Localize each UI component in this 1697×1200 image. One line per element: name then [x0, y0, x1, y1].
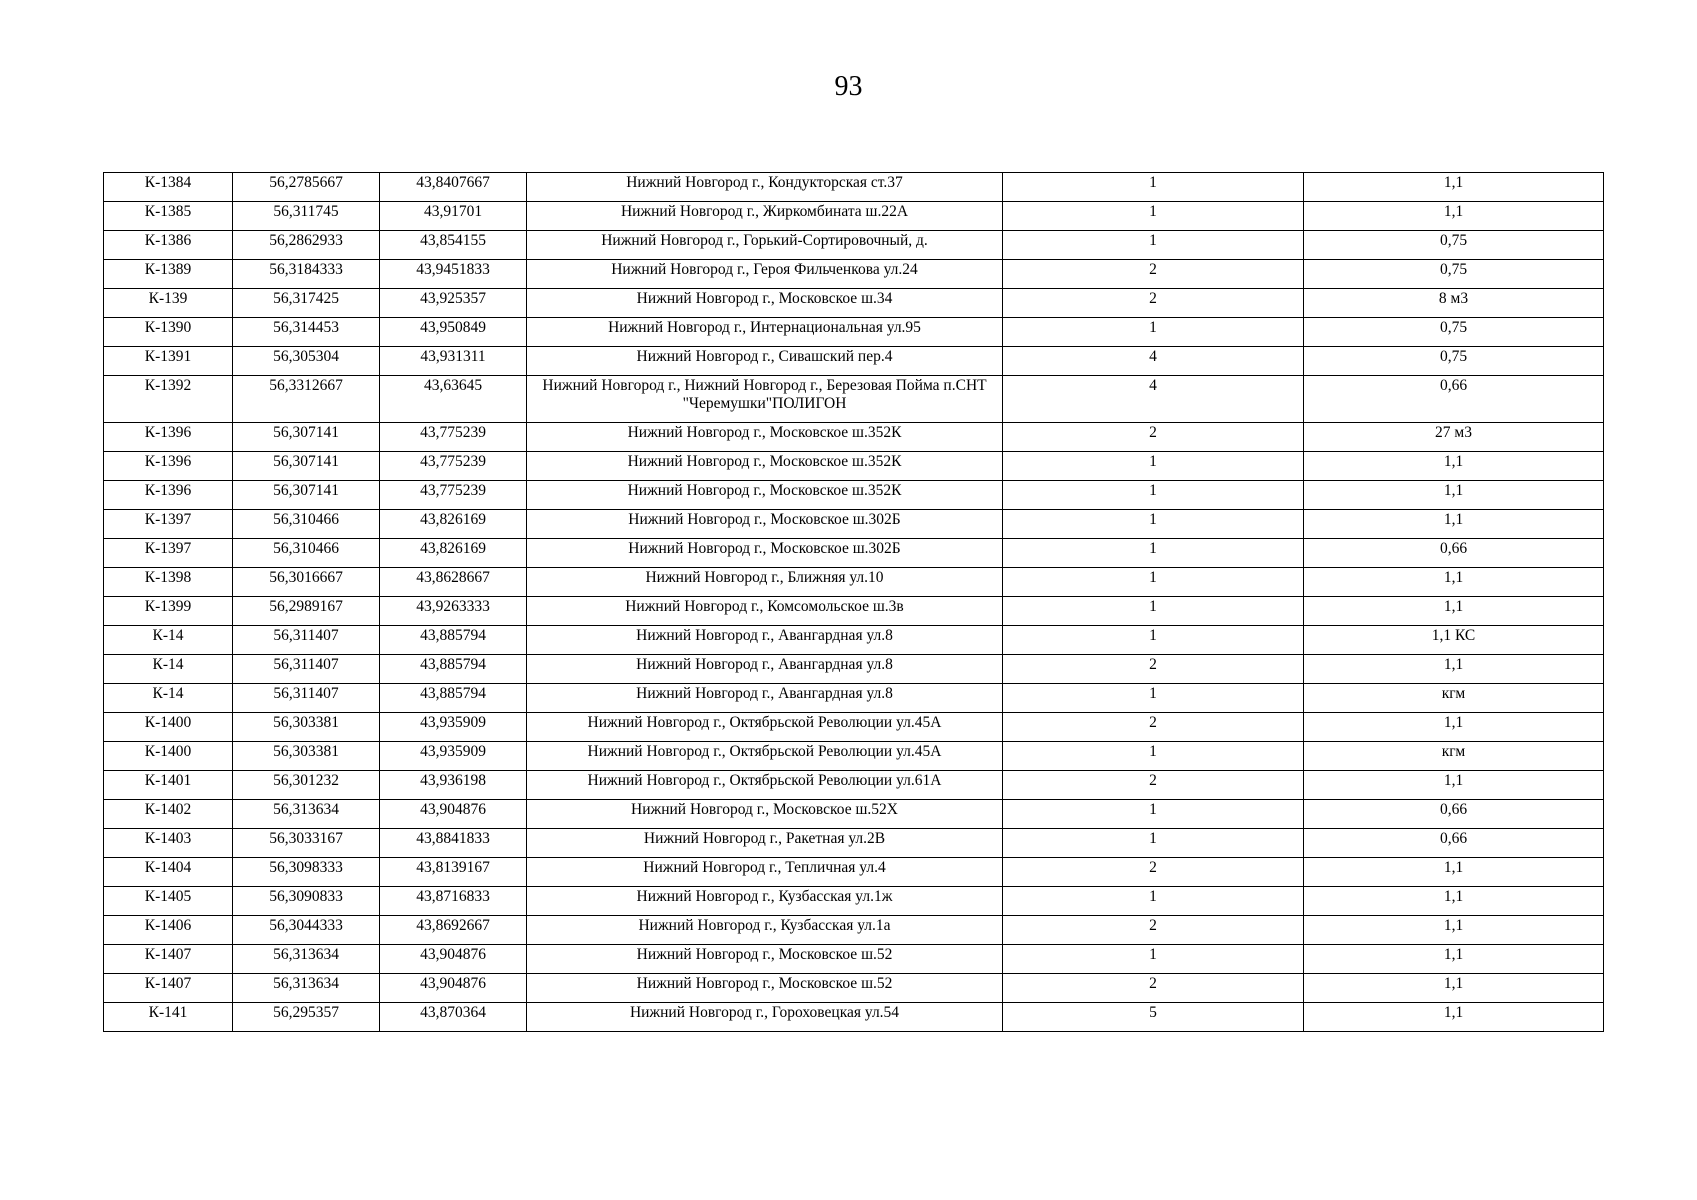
quantity-cell: 1 — [1003, 481, 1304, 510]
site-code-cell: К-1396 — [104, 423, 233, 452]
quantity-cell: 2 — [1003, 260, 1304, 289]
table-row — [104, 945, 1604, 974]
latitude-cell: 56,2785667 — [233, 173, 380, 202]
volume-cell: 0,75 — [1304, 260, 1604, 289]
latitude-cell: 56,3044333 — [233, 916, 380, 945]
latitude-cell: 56,310466 — [233, 539, 380, 568]
address-cell: Нижний Новгород г., Авангардная ул.8 — [527, 684, 1003, 713]
address-cell: Нижний Новгород г., Московское ш.34 — [527, 289, 1003, 318]
address-cell: Нижний Новгород г., Комсомольское ш.3в — [527, 597, 1003, 626]
site-code-cell: К-1396 — [104, 452, 233, 481]
volume-cell: 1,1 — [1304, 713, 1604, 742]
latitude-cell: 56,313634 — [233, 945, 380, 974]
volume-cell: 1,1 — [1304, 655, 1604, 684]
longitude-cell: 43,854155 — [380, 231, 527, 260]
volume-cell: 0,66 — [1304, 539, 1604, 568]
volume-cell: 1,1 — [1304, 771, 1604, 800]
longitude-cell: 43,904876 — [380, 945, 527, 974]
longitude-cell: 43,8692667 — [380, 916, 527, 945]
table-row — [104, 260, 1604, 289]
site-code-cell: К-1399 — [104, 597, 233, 626]
longitude-cell: 43,8716833 — [380, 887, 527, 916]
longitude-cell: 43,9451833 — [380, 260, 527, 289]
latitude-cell: 56,3090833 — [233, 887, 380, 916]
address-cell: Нижний Новгород г., Октябрьской Революции ул.61А — [527, 771, 1003, 800]
quantity-cell: 1 — [1003, 318, 1304, 347]
quantity-cell: 1 — [1003, 202, 1304, 231]
quantity-cell: 2 — [1003, 289, 1304, 318]
latitude-cell: 56,311407 — [233, 655, 380, 684]
quantity-cell: 1 — [1003, 173, 1304, 202]
longitude-cell: 43,950849 — [380, 318, 527, 347]
table-row — [104, 452, 1604, 481]
volume-cell: 0,75 — [1304, 347, 1604, 376]
address-cell: Нижний Новгород г., Жиркомбината ш.22А — [527, 202, 1003, 231]
latitude-cell: 56,3016667 — [233, 568, 380, 597]
latitude-cell: 56,307141 — [233, 423, 380, 452]
address-cell: Нижний Новгород г., Интернациональная ул.95 — [527, 318, 1003, 347]
longitude-cell: 43,931311 — [380, 347, 527, 376]
volume-cell: 1,1 — [1304, 202, 1604, 231]
volume-cell: 1,1 — [1304, 452, 1604, 481]
latitude-cell: 56,303381 — [233, 713, 380, 742]
volume-cell: 1,1 — [1304, 481, 1604, 510]
latitude-cell: 56,295357 — [233, 1003, 380, 1032]
quantity-cell: 1 — [1003, 742, 1304, 771]
quantity-cell: 2 — [1003, 423, 1304, 452]
longitude-cell: 43,925357 — [380, 289, 527, 318]
address-cell: Нижний Новгород г., Ракетная ул.2В — [527, 829, 1003, 858]
latitude-cell: 56,305304 — [233, 347, 380, 376]
quantity-cell: 1 — [1003, 887, 1304, 916]
quantity-cell: 1 — [1003, 510, 1304, 539]
address-cell: Нижний Новгород г., Московское ш.52 — [527, 945, 1003, 974]
table-row — [104, 800, 1604, 829]
volume-cell: 0,66 — [1304, 829, 1604, 858]
latitude-cell: 56,2989167 — [233, 597, 380, 626]
address-cell: Нижний Новгород г., Московское ш.352К — [527, 452, 1003, 481]
table-row — [104, 423, 1604, 452]
site-code-cell: К-1401 — [104, 771, 233, 800]
quantity-cell: 2 — [1003, 858, 1304, 887]
address-cell: Нижний Новгород г., Ближняя ул.10 — [527, 568, 1003, 597]
longitude-cell: 43,8841833 — [380, 829, 527, 858]
latitude-cell: 56,3033167 — [233, 829, 380, 858]
volume-cell: 1,1 — [1304, 916, 1604, 945]
address-cell: Нижний Новгород г., Кондукторская ст.37 — [527, 173, 1003, 202]
latitude-cell: 56,3184333 — [233, 260, 380, 289]
quantity-cell: 1 — [1003, 684, 1304, 713]
volume-cell: 1,1 — [1304, 945, 1604, 974]
longitude-cell: 43,826169 — [380, 539, 527, 568]
latitude-cell: 56,301232 — [233, 771, 380, 800]
quantity-cell: 2 — [1003, 713, 1304, 742]
site-code-cell: К-1403 — [104, 829, 233, 858]
volume-cell: 1,1 — [1304, 974, 1604, 1003]
table-row — [104, 916, 1604, 945]
volume-cell: 1,1 — [1304, 858, 1604, 887]
volume-cell: 1,1 — [1304, 597, 1604, 626]
address-cell: Нижний Новгород г., Гороховецкая ул.54 — [527, 1003, 1003, 1032]
site-code-cell: К-1400 — [104, 742, 233, 771]
site-code-cell: К-141 — [104, 1003, 233, 1032]
latitude-cell: 56,310466 — [233, 510, 380, 539]
quantity-cell: 2 — [1003, 771, 1304, 800]
table-row — [104, 858, 1604, 887]
site-code-cell: К-1386 — [104, 231, 233, 260]
table-row — [104, 771, 1604, 800]
site-code-cell: К-1389 — [104, 260, 233, 289]
quantity-cell: 1 — [1003, 539, 1304, 568]
longitude-cell: 43,885794 — [380, 626, 527, 655]
site-code-cell: К-1385 — [104, 202, 233, 231]
address-cell: Нижний Новгород г., Октябрьской Революции ул.45А — [527, 742, 1003, 771]
volume-cell: 0,66 — [1304, 800, 1604, 829]
table-row — [104, 231, 1604, 260]
address-cell: Нижний Новгород г., Авангардная ул.8 — [527, 626, 1003, 655]
volume-cell: 1,1 — [1304, 887, 1604, 916]
table-row — [104, 510, 1604, 539]
latitude-cell: 56,311745 — [233, 202, 380, 231]
address-cell: Нижний Новгород г., Горький-Сортировочный, д. — [527, 231, 1003, 260]
site-code-cell: К-1397 — [104, 539, 233, 568]
table-row — [104, 626, 1604, 655]
quantity-cell: 1 — [1003, 231, 1304, 260]
page-number: 93 — [834, 71, 863, 102]
longitude-cell: 43,936198 — [380, 771, 527, 800]
longitude-cell: 43,8407667 — [380, 173, 527, 202]
volume-cell: 1,1 — [1304, 510, 1604, 539]
longitude-cell: 43,8139167 — [380, 858, 527, 887]
site-code-cell: К-1392 — [104, 376, 233, 423]
quantity-cell: 1 — [1003, 597, 1304, 626]
volume-cell: 1,1 КС — [1304, 626, 1604, 655]
table-body — [104, 173, 1604, 1032]
address-cell: Нижний Новгород г., Героя Фильченкова ул.24 — [527, 260, 1003, 289]
quantity-cell: 4 — [1003, 347, 1304, 376]
volume-cell: 1,1 — [1304, 173, 1604, 202]
table-row — [104, 655, 1604, 684]
address-cell: Нижний Новгород г., Московское ш.52Х — [527, 800, 1003, 829]
longitude-cell: 43,775239 — [380, 452, 527, 481]
table-row — [104, 974, 1604, 1003]
longitude-cell: 43,775239 — [380, 481, 527, 510]
quantity-cell: 4 — [1003, 376, 1304, 423]
quantity-cell: 1 — [1003, 945, 1304, 974]
longitude-cell: 43,91701 — [380, 202, 527, 231]
site-code-cell: К-1407 — [104, 945, 233, 974]
table-row — [104, 289, 1604, 318]
site-code-cell: К-1397 — [104, 510, 233, 539]
longitude-cell: 43,826169 — [380, 510, 527, 539]
address-cell: Нижний Новгород г., Кузбасская ул.1ж — [527, 887, 1003, 916]
volume-cell: кгм — [1304, 742, 1604, 771]
address-cell: Нижний Новгород г., Октябрьской Революции ул.45А — [527, 713, 1003, 742]
longitude-cell: 43,63645 — [380, 376, 527, 423]
table-row — [104, 376, 1604, 423]
table-row — [104, 829, 1604, 858]
volume-cell: 0,75 — [1304, 231, 1604, 260]
quantity-cell: 2 — [1003, 916, 1304, 945]
site-code-cell: К-1384 — [104, 173, 233, 202]
latitude-cell: 56,307141 — [233, 452, 380, 481]
quantity-cell: 1 — [1003, 568, 1304, 597]
table-row — [104, 742, 1604, 771]
latitude-cell: 56,311407 — [233, 684, 380, 713]
longitude-cell: 43,9263333 — [380, 597, 527, 626]
latitude-cell: 56,313634 — [233, 800, 380, 829]
volume-cell: 1,1 — [1304, 568, 1604, 597]
latitude-cell: 56,317425 — [233, 289, 380, 318]
volume-cell: 27 м3 — [1304, 423, 1604, 452]
latitude-cell: 56,2862933 — [233, 231, 380, 260]
longitude-cell: 43,904876 — [380, 974, 527, 1003]
address-cell: Нижний Новгород г., Московское ш.352К — [527, 481, 1003, 510]
table-row — [104, 713, 1604, 742]
longitude-cell: 43,904876 — [380, 800, 527, 829]
table-row — [104, 1003, 1604, 1032]
latitude-cell: 56,3098333 — [233, 858, 380, 887]
quantity-cell: 1 — [1003, 626, 1304, 655]
address-cell: Нижний Новгород г., Нижний Новгород г., Березовая Пойма п.СНТ "Черемушки"ПОЛИГОН — [527, 376, 1003, 423]
site-code-cell: К-14 — [104, 684, 233, 713]
site-code-cell: К-139 — [104, 289, 233, 318]
volume-cell: 0,66 — [1304, 376, 1604, 423]
latitude-cell: 56,311407 — [233, 626, 380, 655]
site-code-cell: К-14 — [104, 626, 233, 655]
table-row — [104, 568, 1604, 597]
latitude-cell: 56,303381 — [233, 742, 380, 771]
quantity-cell: 2 — [1003, 974, 1304, 1003]
site-code-cell: К-1396 — [104, 481, 233, 510]
quantity-cell: 5 — [1003, 1003, 1304, 1032]
site-code-cell: К-1390 — [104, 318, 233, 347]
latitude-cell: 56,307141 — [233, 481, 380, 510]
site-code-cell: К-1391 — [104, 347, 233, 376]
quantity-cell: 2 — [1003, 655, 1304, 684]
table-row — [104, 539, 1604, 568]
table-row — [104, 887, 1604, 916]
quantity-cell: 1 — [1003, 452, 1304, 481]
site-code-cell: К-1405 — [104, 887, 233, 916]
address-cell: Нижний Новгород г., Авангардная ул.8 — [527, 655, 1003, 684]
address-cell: Нижний Новгород г., Московское ш.52 — [527, 974, 1003, 1003]
address-cell: Нижний Новгород г., Тепличная ул.4 — [527, 858, 1003, 887]
quantity-cell: 1 — [1003, 829, 1304, 858]
longitude-cell: 43,885794 — [380, 655, 527, 684]
table-row — [104, 202, 1604, 231]
table-row — [104, 684, 1604, 713]
quantity-cell: 1 — [1003, 800, 1304, 829]
table-row — [104, 318, 1604, 347]
address-cell: Нижний Новгород г., Кузбасская ул.1а — [527, 916, 1003, 945]
address-cell: Нижний Новгород г., Московское ш.352К — [527, 423, 1003, 452]
longitude-cell: 43,8628667 — [380, 568, 527, 597]
site-code-cell: К-1398 — [104, 568, 233, 597]
latitude-cell: 56,3312667 — [233, 376, 380, 423]
address-cell: Нижний Новгород г., Московское ш.302Б — [527, 539, 1003, 568]
longitude-cell: 43,885794 — [380, 684, 527, 713]
site-code-cell: К-1400 — [104, 713, 233, 742]
container-sites-table — [103, 172, 1604, 1032]
longitude-cell: 43,935909 — [380, 742, 527, 771]
longitude-cell: 43,935909 — [380, 713, 527, 742]
volume-cell: 0,75 — [1304, 318, 1604, 347]
table-row — [104, 347, 1604, 376]
longitude-cell: 43,870364 — [380, 1003, 527, 1032]
volume-cell: кгм — [1304, 684, 1604, 713]
latitude-cell: 56,314453 — [233, 318, 380, 347]
table-row — [104, 173, 1604, 202]
table-row — [104, 597, 1604, 626]
site-code-cell: К-1407 — [104, 974, 233, 1003]
volume-cell: 8 м3 — [1304, 289, 1604, 318]
volume-cell: 1,1 — [1304, 1003, 1604, 1032]
site-code-cell: К-1406 — [104, 916, 233, 945]
site-code-cell: К-1404 — [104, 858, 233, 887]
table-row — [104, 481, 1604, 510]
address-cell: Нижний Новгород г., Сивашский пер.4 — [527, 347, 1003, 376]
address-cell: Нижний Новгород г., Московское ш.302Б — [527, 510, 1003, 539]
site-code-cell: К-1402 — [104, 800, 233, 829]
longitude-cell: 43,775239 — [380, 423, 527, 452]
site-code-cell: К-14 — [104, 655, 233, 684]
latitude-cell: 56,313634 — [233, 974, 380, 1003]
